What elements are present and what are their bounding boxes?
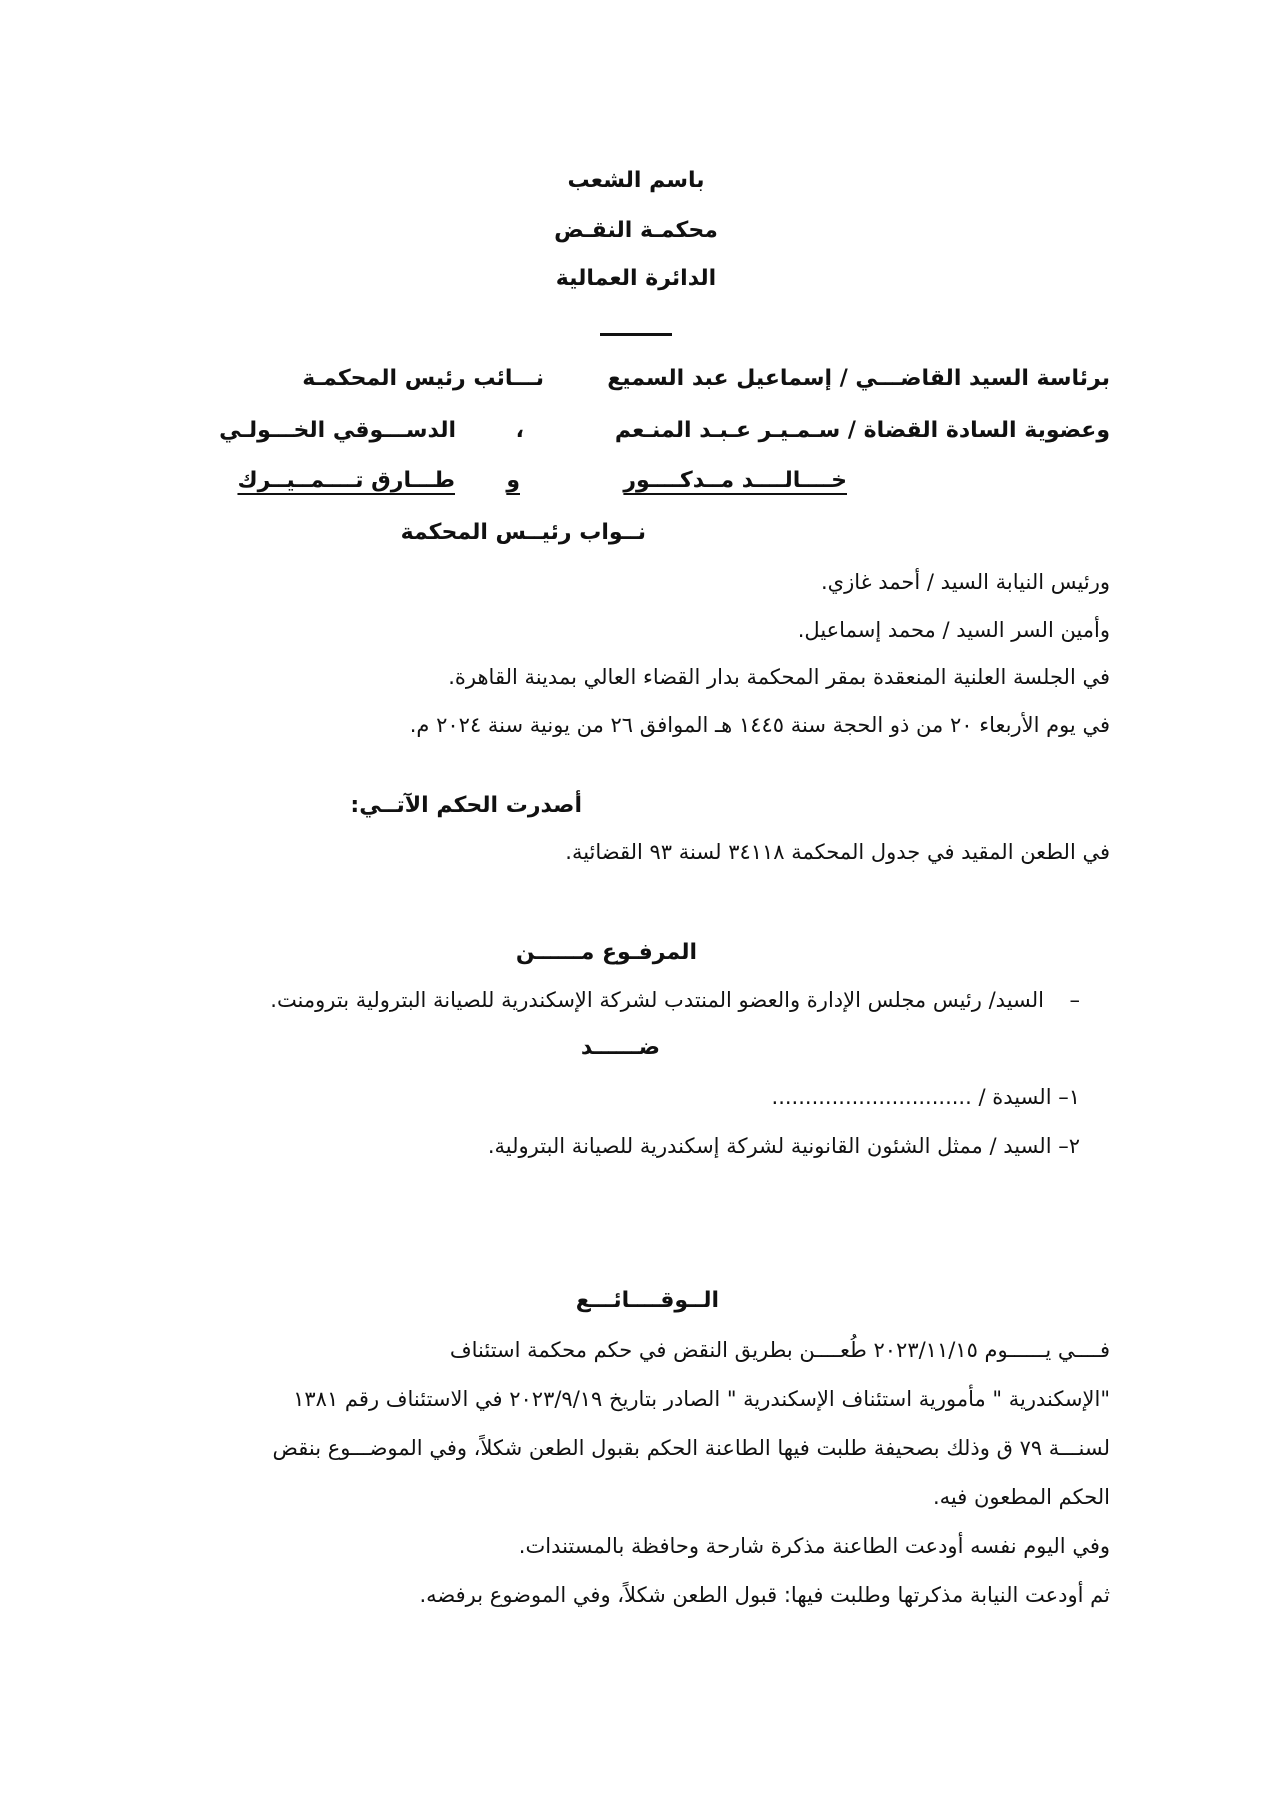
facts-paragraph-1-line-1: فــــي يــــــوم ٢٠٢٣/١١/١٥ طُعــــن بطريق النقض في حكم محكمة استئناف <box>449 1338 1110 1362</box>
header-divider <box>600 333 672 336</box>
appellant-name: السيد/ رئيس مجلس الإدارة والعضو المنتدب لشركة الإسكندرية للصيانة البترولية بترومنت. <box>270 988 1044 1012</box>
facts-paragraph-3: ثم أودعت النيابة مذكرتها وطلبت فيها: قبول الطعن شكلاً، وفي الموضوع برفضه. <box>419 1583 1110 1607</box>
case-number: في الطعن المقيد في جدول المحكمة ٣٤١١٨ لسنة ٩٣ القضائية. <box>565 840 1110 864</box>
header-in-the-name-of-people: باسم الشعب <box>567 168 705 193</box>
deputies-title: نــواب رئيــس المحكمة <box>400 520 646 545</box>
respondent-1: ١– السيدة / .............................. <box>771 1085 1080 1109</box>
facts-heading: الــوقــــائـــع <box>575 1288 719 1313</box>
member-and: و <box>506 468 520 493</box>
session-date: في يوم الأربعاء ٢٠ من ذو الحجة سنة ١٤٤٥ هـ الموافق ٢٦ من يونية سنة ٢٠٢٤ م. <box>409 713 1110 737</box>
prosecution-head: ورئيس النيابة السيد / أحمد غازي. <box>820 570 1110 594</box>
court-secretary: وأمين السر السيد / محمد إسماعيل. <box>797 618 1110 642</box>
facts-paragraph-2: وفي اليوم نفسه أودعت الطاعنة مذكرة شارحة وحافظة بالمستندات. <box>518 1534 1110 1558</box>
respondent-2: ٢– السيد / ممثل الشئون القانونية لشركة إسكندرية للصيانة البترولية. <box>487 1134 1080 1158</box>
members-label: وعضوية السادة القضاة / سـمـيـر عـبـد المنـعم <box>614 418 1110 443</box>
presidency-title: نـــائب رئيس المحكمـة <box>302 366 544 391</box>
judgment-heading: أصدرت الحكم الآتــي: <box>350 793 582 818</box>
header-court-name: محكمـة النقـض <box>554 218 718 243</box>
members-separator: ، <box>515 418 524 443</box>
member-name-4: طـــارق تــــمــيــرك <box>237 468 455 493</box>
presidency-label: برئاسة السيد القاضـــي / إسماعيل عبد السميع <box>607 366 1110 391</box>
appellant-dash: – <box>1069 988 1080 1012</box>
against-heading: ضــــــد <box>580 1035 660 1060</box>
header-circuit-name: الدائرة العمالية <box>555 266 717 291</box>
appellant-heading: المرفـوع مــــــن <box>515 940 697 965</box>
facts-paragraph-1-line-2: "الإسكندرية " مأمورية استئناف الإسكندرية " الصادر بتاريخ ٢٠٢٣/٩/١٩ في الاستئناف رقم ١٣٨١ <box>293 1387 1110 1411</box>
member-name-2: الدســـوقي الخـــولـي <box>219 418 456 443</box>
facts-paragraph-1-line-4: الحكم المطعون فيه. <box>932 1485 1110 1509</box>
session-place: في الجلسة العلنية المنعقدة بمقر المحكمة بدار القضاء العالي بمدينة القاهرة. <box>448 665 1110 689</box>
member-name-3: خــــالــــد مــدكــــور <box>623 468 847 493</box>
facts-paragraph-1-line-3: لسنـــة ٧٩ ق وذلك بصحيفة طلبت فيها الطاعنة الحكم بقبول الطعن شكلاً، وفي الموضـــوع بنقض <box>272 1436 1110 1460</box>
